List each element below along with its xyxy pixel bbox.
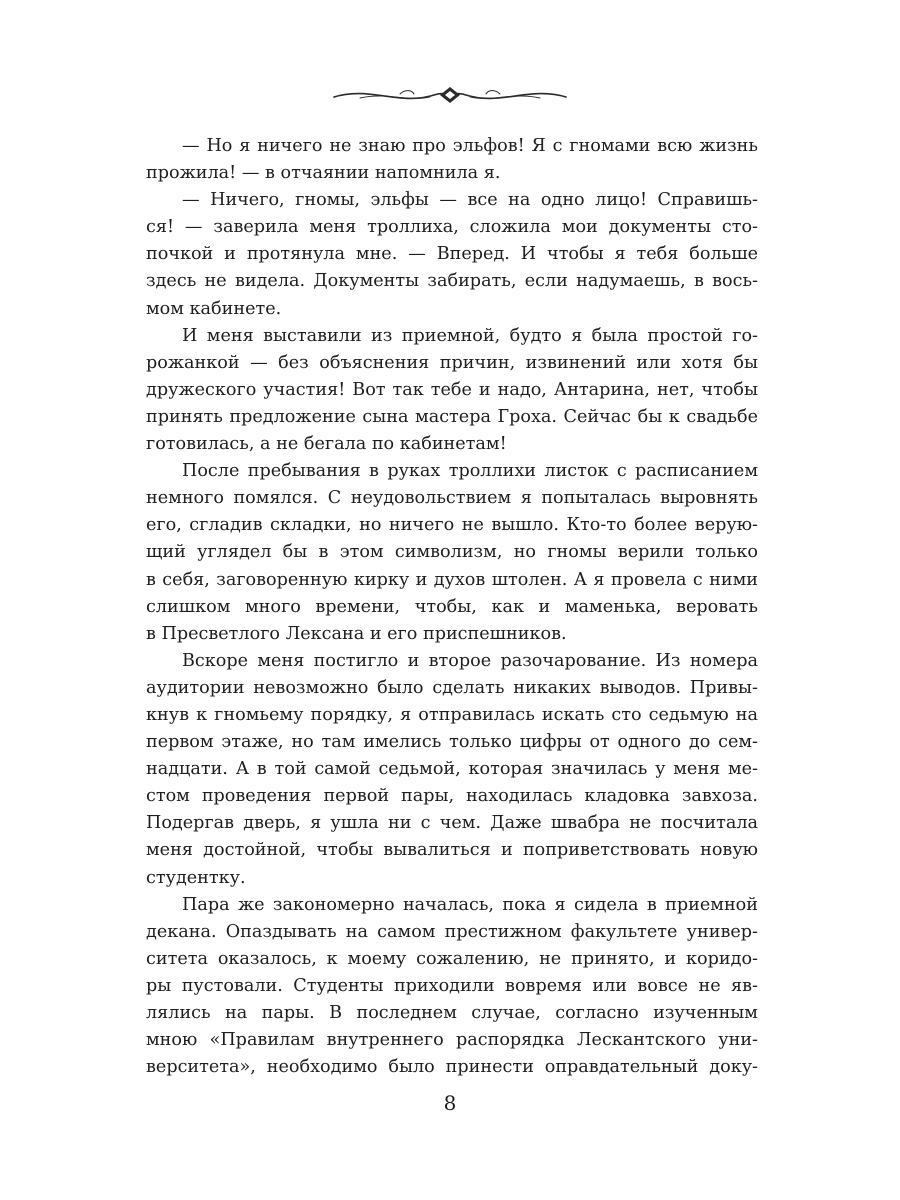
text-line: слишком много времени, чтобы, как и маменька, веровать [146, 596, 758, 617]
text-line: — Ничего, гномы, эльфы — все на одно лицо! Справишь- [182, 190, 758, 211]
text-line: стом проведения первой пары, находилась кладовка завхоза. [146, 786, 758, 807]
text-line: в себя, заговоренную кирку и духов штолен. А я провела с ними [146, 569, 758, 590]
text-line: рожанкой — без объяснения причин, извинений или хотя бы [146, 352, 758, 373]
text-line: верситета», необходимо было принести оправдательный доку- [146, 1057, 758, 1078]
text-line: мною «Правилам внутреннего распорядка Лескантского уни- [146, 1030, 758, 1051]
text-line: студентку. [146, 867, 246, 888]
text-line: Вскоре меня постигло и второе разочарование. Из номера [182, 650, 758, 671]
text-line: здесь не видела. Документы забирать, если надумаешь, в вось- [146, 271, 758, 292]
text-line: аудитории невозможно было сделать никаких выводов. Привы- [146, 677, 758, 698]
text-line: его, сгладив складки, но ничего не вышло. Кто-то более верую- [146, 515, 758, 536]
text-line: дружеского участия! Вот так тебе и надо, Антарина, нет, чтобы [146, 379, 758, 400]
text-line: почкой и протянула мне. — Вперед. И чтобы я тебя больше [146, 244, 758, 265]
text-line: декана. Опаздывать на самом престижном факультете универ- [146, 921, 758, 942]
text-line: надцати. А в той самой седьмой, которая значилась у меня ме- [146, 759, 758, 780]
text-line: Пара же закономерно началась, пока я сидела в приемной [182, 894, 758, 915]
text-line: И меня выставили из приемной, будто я была простой го- [182, 325, 758, 346]
text-line: ся! — заверила меня троллиха, сложила мои документы сто- [146, 217, 758, 238]
text-line: первом этаже, но там имелись только цифры от одного до сем- [146, 732, 758, 753]
book-text [146, 133, 758, 1081]
text-line: лялись на пары. В последнем случае, согласно изученным [146, 1003, 758, 1023]
text-line: ры пустовали. Студенты приходили вовремя или вовсе не яв- [146, 975, 758, 996]
ornament-divider [330, 82, 570, 108]
text-line: прожила! — в отчаянии напомнила я. [146, 163, 501, 184]
text-line: ситета оказалось, к моему сожалению, не принято, и коридо- [146, 948, 758, 969]
text-line: немного помялся. С неудовольствием я попыталась выровнять [146, 488, 758, 509]
text-line: принять предложение сына мастера Гроха. Сейчас бы к свадьбе [146, 406, 758, 427]
text-line: готовилась, а не бегала по кабинетам! [146, 434, 507, 455]
text-line: мом кабинете. [146, 298, 282, 319]
text-line: щий углядел бы в этом символизм, но гномы верили только [146, 542, 758, 563]
text-line: меня достойной, чтобы вывалиться и поприветствовать новую [146, 840, 758, 861]
text-line: в Пресветлого Лексана и его приспешников. [146, 623, 567, 644]
text-line: — Но я ничего не знаю про эльфов! Я с гномами всю жизнь [182, 136, 758, 156]
text-line: кнув к гномьему порядку, я отправилась искать сто седьмую на [146, 704, 758, 725]
text-line: После пребывания в руках троллихи листок с расписанием [182, 461, 758, 482]
page-number: 8 [443, 1091, 457, 1115]
text-line: Подергав дверь, я ушла ни с чем. Даже швабра не посчитала [146, 813, 758, 834]
